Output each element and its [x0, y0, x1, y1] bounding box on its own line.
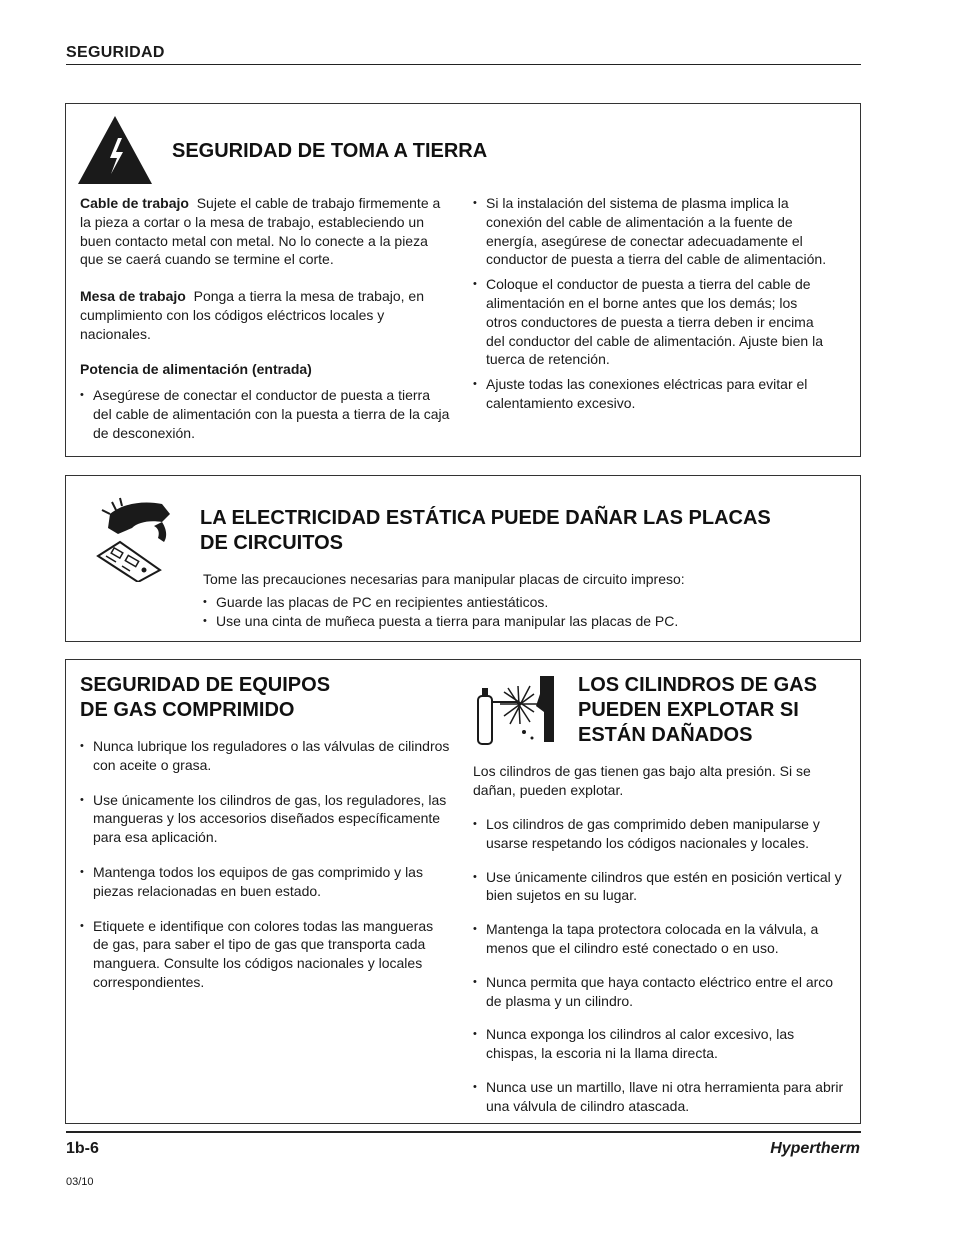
static-bullets: [203, 593, 823, 631]
list-item: • Coloque el conductor de puesta a tierra del cable de alimentación en el borne antes que los demás; los otros conductores de puesta a tierra deben ir encima del conductor del cable de alimentación. Ajuste bien la tuerca de retención.: [473, 275, 831, 369]
list-item: • Etiquete e identifique con colores todas las mangueras de gas, para saber el tipo de gas que transporta cada manguera. Consulte los códigos nacionales y locales correspondientes.: [80, 917, 450, 992]
static-title-line2: DE CIRCUITOS: [200, 532, 343, 554]
static-electricity-box: [65, 475, 861, 642]
power-left-bullets: [80, 386, 452, 442]
page-number: 1b-6: [66, 1140, 99, 1157]
gas-cylinders-title: [578, 673, 817, 748]
power-right-bullets: [473, 194, 831, 413]
list-item: • Guarde las placas de PC en recipientes antiestáticos.: [203, 593, 823, 612]
grounding-safety-box: [65, 103, 861, 457]
work-table-text: Ponga a tierra la mesa de trabajo, en cumplimiento con los códigos eléctricos locales y nacionales.: [80, 288, 424, 342]
gas-equipment-title-line2: DE GAS COMPRIMIDO: [80, 699, 295, 721]
gas-cylinders-title-line2: PUEDEN EXPLOTAR SI: [578, 699, 799, 721]
grounding-title: SEGURIDAD DE TOMA A TIERRA: [172, 140, 488, 162]
list-item: • Asegúrese de conectar el conductor de puesta a tierra del cable de alimentación con la puesta a tierra de la caja de desconexión.: [80, 386, 452, 442]
list-item: • Use únicamente cilindros que estén en posición vertical y bien sujetos en su lugar.: [473, 868, 848, 906]
list-item: • Use únicamente los cilindros de gas, los reguladores, las mangueras y los accesorios diseñados específicamente para esa aplicación.: [80, 791, 450, 847]
static-intro: Tome las precauciones necesarias para manipular placas de circuito impreso:: [203, 571, 685, 587]
gas-cylinders-bullets: [473, 815, 848, 1116]
gas-equipment-title-line1: SEGURIDAD DE EQUIPOS: [80, 674, 331, 696]
power-heading: Potencia de alimentación (entrada): [80, 360, 312, 377]
list-item: • Nunca permita que haya contacto eléctrico entre el arco de plasma y un cilindro.: [473, 973, 848, 1011]
list-item: • Nunca exponga los cilindros al calor excesivo, las chispas, la escoria ni la llama directa.: [473, 1025, 848, 1063]
grounding-left-column: [80, 194, 452, 443]
revision-date: 03/10: [66, 1176, 94, 1188]
exploding-cylinder-icon: [474, 672, 564, 751]
section-header: SEGURIDAD: [66, 44, 165, 61]
brand-logo-text: Hypertherm: [770, 1140, 860, 1157]
work-table-label: Mesa de trabajo: [80, 288, 186, 305]
footer-divider: [66, 1131, 861, 1133]
gas-equipment-title: [80, 673, 330, 723]
static-title: [200, 506, 771, 556]
list-item: • Ajuste todas las conexiones eléctricas para evitar el calentamiento excesivo.: [473, 375, 831, 413]
list-item: • Mantenga la tapa protectora colocada en la válvula, a menos que el cilindro esté conectado o en uso.: [473, 920, 848, 958]
gas-cylinders-title-line3: ESTÁN DAÑADOS: [578, 724, 753, 746]
gas-safety-box: [65, 659, 861, 1124]
list-item: • Mantenga todos los equipos de gas comprimido y las piezas relacionadas en buen estado.: [80, 863, 450, 901]
list-item: • Use una cinta de muñeca puesta a tierra para manipular las placas de PC.: [203, 612, 823, 631]
list-item: • Los cilindros de gas comprimido deben manipularse y usarse respetando los códigos nacionales y locales.: [473, 815, 848, 853]
work-cable-paragraph: [80, 194, 452, 269]
gas-equipment-bullets: [80, 737, 450, 992]
list-item: • Si la instalación del sistema de plasma implica la conexión del cable de alimentación a la fuente de energía, asegúrese de conectar adecuadamente el conductor de puesta a tierra del cable de alimentación.: [473, 194, 831, 269]
gas-cylinders-intro: Los cilindros de gas tienen gas bajo alta presión. Si se dañan, pueden explotar.: [473, 763, 811, 798]
work-cable-label: Cable de trabajo: [80, 195, 189, 211]
header-divider: [66, 64, 861, 65]
gas-cylinders-title-line1: LOS CILINDROS DE GAS: [578, 674, 817, 696]
list-item: • Nunca use un martillo, llave ni otra herramienta para abrir una válvula de cilindro atascada.: [473, 1078, 848, 1116]
work-cable-text: Sujete el cable de trabajo firmemente a la pieza a cortar o la mesa de trabajo, estableciendo un buen contacto metal con metal. No lo conecte a la pieza que se caerá cuando se termine el corte.: [80, 195, 441, 268]
static-hand-circuit-board-icon: [92, 492, 188, 587]
electrical-hazard-icon: [76, 114, 154, 191]
static-title-line1: LA ELECTRICIDAD ESTÁTICA PUEDE DAÑAR LAS PLACAS: [200, 507, 771, 529]
work-table-paragraph: [80, 287, 452, 343]
list-item: • Nunca lubrique los reguladores o las válvulas de cilindros con aceite o grasa.: [80, 737, 450, 775]
grounding-right-column: [473, 194, 831, 413]
